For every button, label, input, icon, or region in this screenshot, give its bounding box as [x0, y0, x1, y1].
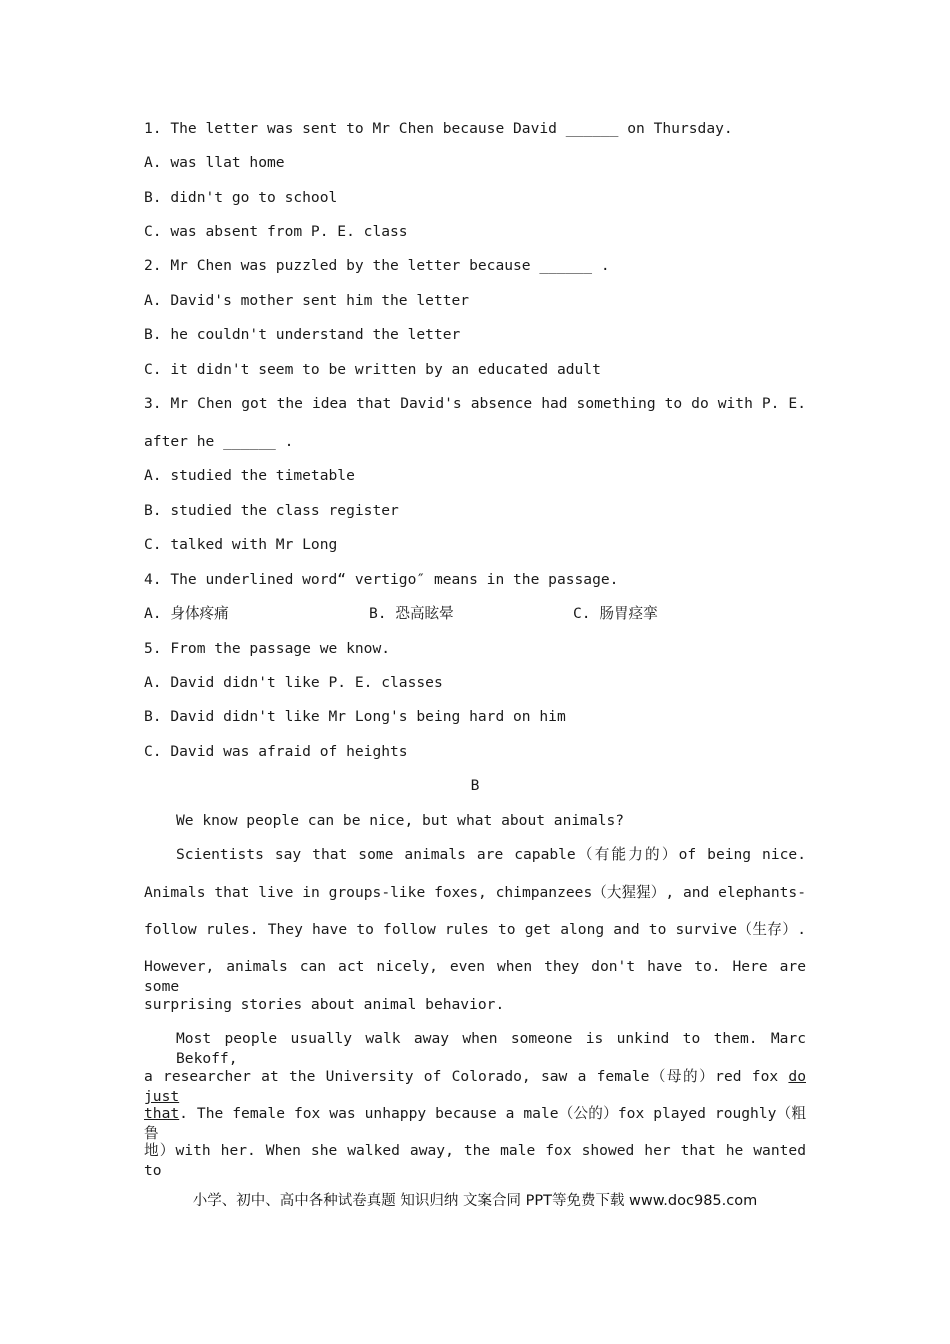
paragraph-3-line-4: 地）with her. When she walked away, the male fox showed her that he wanted to [144, 1142, 806, 1179]
paragraph-3-line-1: Most people usually walk away when someone is unkind to them. Marc Bekoff, [176, 1030, 806, 1067]
paragraph-3-line-3-text: . The female fox was unhappy because a male（公的）fox played roughly（粗鲁 [144, 1105, 806, 1142]
section-b-intro: We know people can be nice, but what about animals? [176, 812, 625, 829]
question-2-option-c: C. it didn't seem to be written by an educated adult [144, 361, 601, 378]
question-3-option-c: C. talked with Mr Long [144, 536, 338, 553]
section-b-heading: B [470, 777, 480, 794]
question-3-option-b: B. studied the class register [144, 502, 399, 519]
question-1-option-c: C. was absent from P. E. class [144, 223, 408, 240]
underlined-phrase-part-1: do just [144, 1068, 806, 1105]
paragraph-2-line-1: Scientists say that some animals are capable（有能力的）of being nice. [176, 846, 806, 863]
question-3-option-a: A. studied the timetable [144, 467, 355, 484]
question-2-option-b: B. he couldn't understand the letter [144, 326, 461, 343]
question-5-option-b: B. David didn't like Mr Long's being hard on him [144, 708, 566, 725]
question-4-option-c: C. 肠胃痉挛 [573, 605, 658, 622]
paragraph-3-line-2-text: a researcher at the University of Colorado, saw a female（母的）red fox [144, 1068, 789, 1085]
paragraph-3-line-2 [144, 1067, 806, 1107]
question-3-stem-line-1: 3. Mr Chen got the idea that David's absence had something to do with P. E. [144, 395, 806, 412]
question-4-option-b: B. 恐高眩晕 [369, 605, 454, 622]
question-5-option-a: A. David didn't like P. E. classes [144, 674, 443, 691]
paragraph-3-line-3 [144, 1104, 806, 1144]
paragraph-2-line-3: follow rules. They have to follow rules to get along and to survive（生存）. [144, 921, 806, 938]
question-1-option-b: B. didn't go to school [144, 189, 338, 206]
footer-banner: 小学、初中、高中各种试卷真题 知识归纳 文案合同 PPT等免费下载 www.doc985.com [192, 1193, 758, 1209]
question-5-option-c: C. David was afraid of heights [144, 743, 408, 760]
question-2-option-a: A. David's mother sent him the letter [144, 292, 470, 309]
question-4-stem: 4. The underlined word“ vertigo″ means in the passage. [144, 571, 619, 588]
question-1-stem: 1. The letter was sent to Mr Chen because David ______ on Thursday. [144, 120, 733, 137]
underlined-phrase-part-2: that [144, 1105, 180, 1122]
question-4-option-a: A. 身体疼痛 [144, 605, 229, 622]
paragraph-2-line-4: However, animals can act nicely, even when they don't have to. Here are some [144, 958, 806, 995]
question-3-stem-line-2: after he ______ . [144, 433, 294, 450]
question-2-stem: 2. Mr Chen was puzzled by the letter because ______ . [144, 257, 610, 274]
paragraph-2-line-2: Animals that live in groups-like foxes, chimpanzees（大猩猩）, and elephants- [144, 884, 806, 901]
question-5-stem: 5. From the passage we know. [144, 640, 391, 657]
question-1-option-a: A. was llat home [144, 154, 285, 171]
paragraph-2-line-5: surprising stories about animal behavior. [144, 996, 505, 1013]
